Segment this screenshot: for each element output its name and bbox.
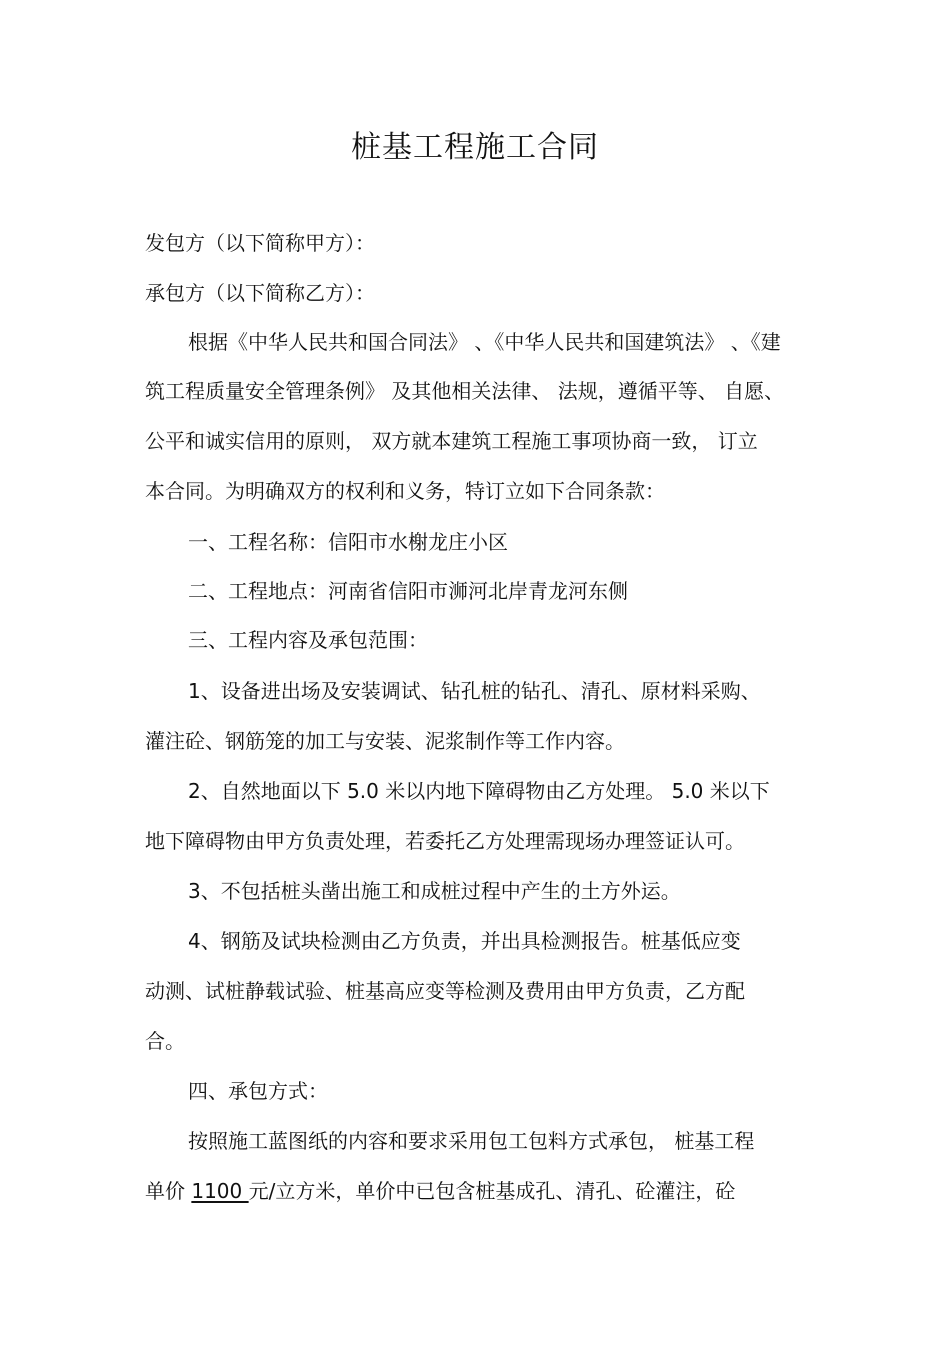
unit-price-line xyxy=(145,1177,735,1205)
party-b-line: 承包方（以下简称乙方）： xyxy=(145,281,375,305)
scope-item-3: 3、不包括桩头凿出施工和成桩过程中产生的土方外运。 xyxy=(188,879,681,903)
scope-item-4-line-2: 动测、试桩静载试验、桩基高应变等检测及费用由甲方负责，乙方配 xyxy=(145,979,745,1003)
preamble-line-1: 根据《中华人民共和国合同法》 、《中华人民共和国建筑法》 、《建 xyxy=(188,330,781,354)
scope-item-2-line-1: 2、自然地面以下 5.0 米以内地下障碍物由乙方处理。 5.0 米以下 xyxy=(188,779,770,803)
scope-item-1-line-2: 灌注砼、钢筋笼的加工与安装、泥浆制作等工作内容。 xyxy=(145,729,625,753)
preamble-line-4: 本合同。为明确双方的权利和义务，特订立如下合同条款： xyxy=(145,479,665,503)
scope-item-4-line-3: 合。 xyxy=(145,1029,185,1053)
scope-item-2-line-2: 地下障碍物由甲方负责处理，若委托乙方处理需现场办理签证认可。 xyxy=(145,829,745,853)
section-contract-mode-heading: 四、承包方式： xyxy=(188,1079,328,1103)
preamble-line-3: 公平和诚实信用的原则， 双方就本建筑工程施工事项协商一致， 订立 xyxy=(145,429,758,453)
scope-item-4-line-1: 4、钢筋及试块检测由乙方负责，并出具检测报告。桩基低应变 xyxy=(188,929,741,953)
scope-item-1-line-1: 1、设备进出场及安装调试、钻孔桩的钻孔、清孔、原材料采购、 xyxy=(188,679,761,703)
section-project-location: 二、工程地点：河南省信阳市浉河北岸青龙河东侧 xyxy=(188,579,628,603)
contract-mode-line-1: 按照施工蓝图纸的内容和要求采用包工包料方式承包， 桩基工程 xyxy=(188,1129,755,1153)
section-scope-heading: 三、工程内容及承包范围： xyxy=(188,628,428,652)
document-title: 桩基工程施工合同 xyxy=(351,130,599,165)
preamble-line-2: 筑工程质量安全管理条例》 及其他相关法律、 法规，遵循平等、 自愿、 xyxy=(145,379,785,403)
unit-price-prefix: 单价 xyxy=(145,1179,192,1203)
unit-price-suffix: 元/立方米，单价中已包含桩基成孔、清孔、砼灌注，砼 xyxy=(248,1179,736,1203)
unit-price-value: 1100 xyxy=(191,1179,249,1203)
party-a-line: 发包方（以下简称甲方）： xyxy=(145,231,375,255)
section-project-name: 一、工程名称：信阳市水榭龙庄小区 xyxy=(188,530,508,554)
